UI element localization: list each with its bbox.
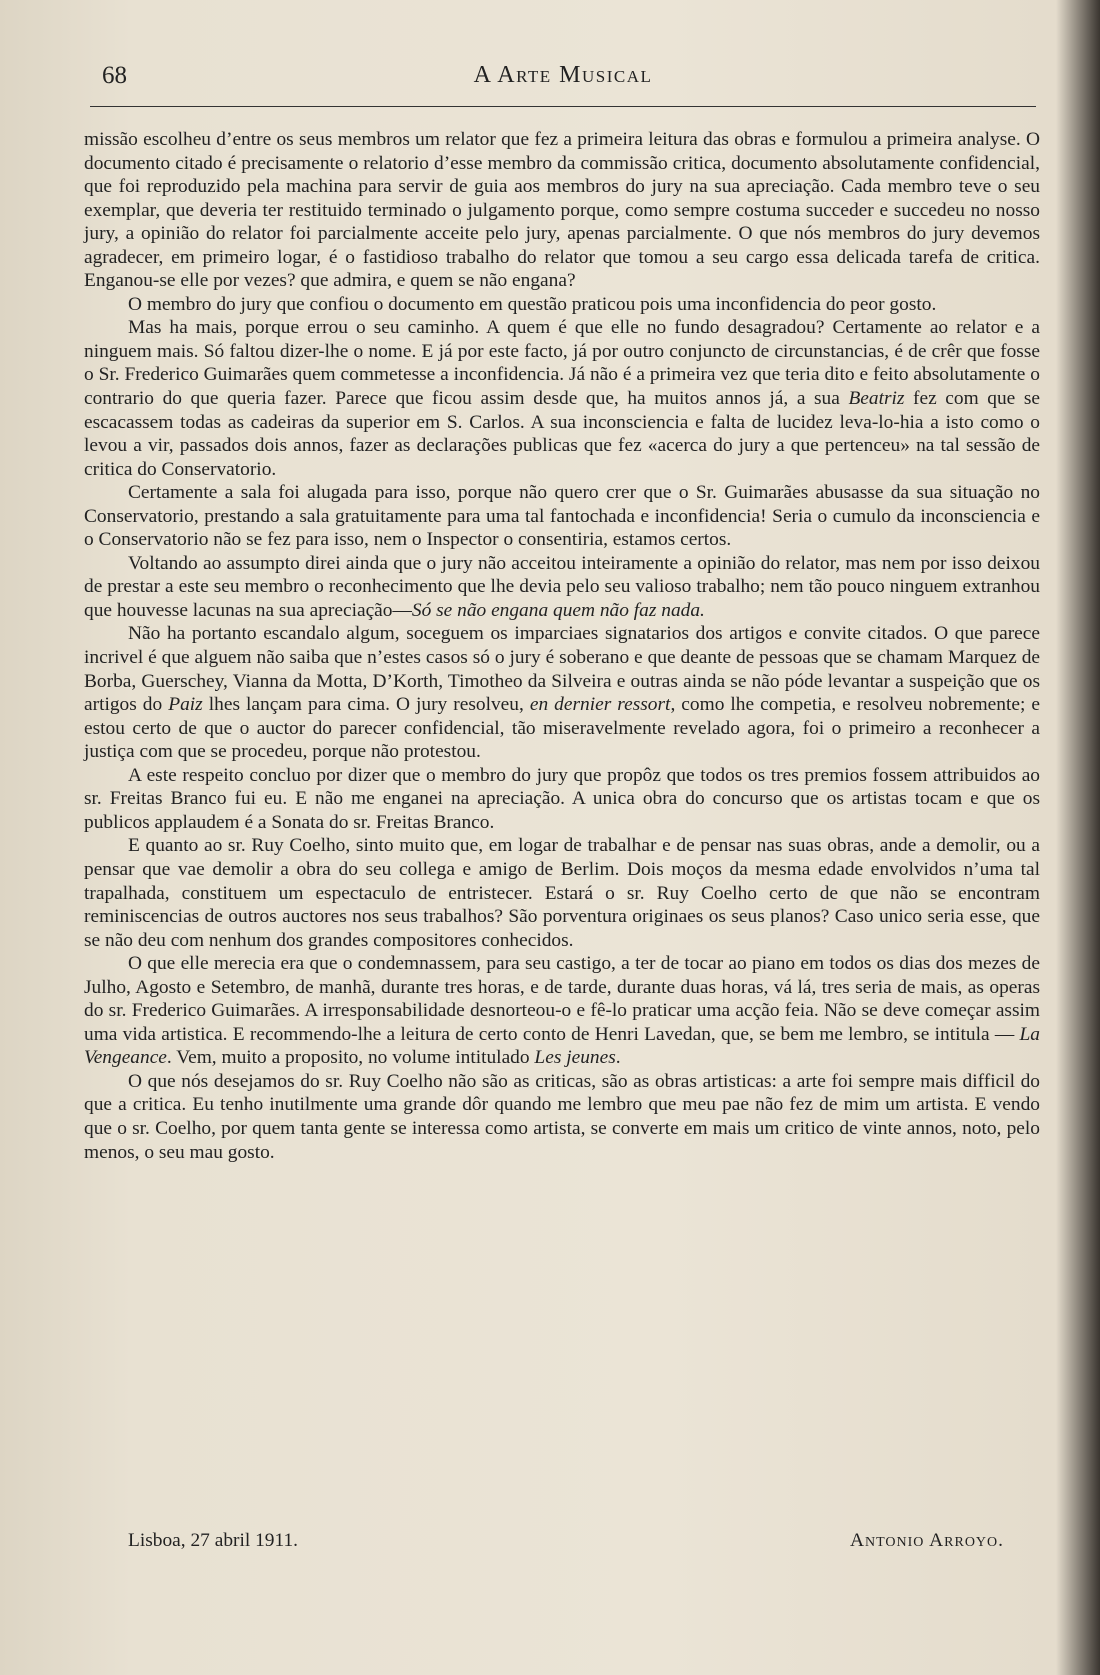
paragraph: O membro do jury que confiou o documento em questão praticou pois uma inconfidencia do peor gosto. — [128, 293, 937, 315]
paragraph: E quanto ao sr. Ruy Coelho, sinto muito que, em logar de trabalhar e de pensar nas suas obras, ande a demolir, ou a pensar que vae demolir a obra do seu collega e amigo de Berlim. Dois moços da mesma edade envolvidos n’uma tal trapalhada, constituem um espectaculo de entristecer. Estará o sr. Ruy Coelho certo de que não se encontram reminiscencias de outros auctores nos seus trabalhos? São porventura originaes os seus planos? Caso unico seria esse, que se não deu com nenhum dos grandes compositores conhecidos. — [84, 835, 1040, 951]
italic-phrase: Só se não engana quem não faz nada. — [411, 599, 705, 621]
italic-title: Beatriz — [848, 388, 905, 410]
paragraph: Voltando ao assumpto direi ainda que o jury não acceitou inteiramente a opinião do relator, mas nem por isso deixou de prestar a este seu membro o reconhecimento que lhe devia pelo seu valioso trabalho; nem tão pouco ninguem extranhou que houvesse lacunas na sua apreciação—Só se não engana quem não faz nada. — [84, 552, 1040, 621]
header-rule — [90, 106, 1036, 107]
paragraph: Não ha portanto escandalo algum, soceguem os imparciaes signatarios dos artigos e convite citados. O que parece incrivel é que alguem não saiba que n’estes casos só o jury é soberano e que deante de pessoas que se chamam Marquez de Borba, Guerschey, Vianna da Motta, D’Korth, Timotheo da Silveira e outras ainda se não póde levantar a suspeição que os artigos do Paiz lhes lançam para cima. O jury resolveu, en dernier ressort, como lhe competia, e resolveu nobremente; e estou certo de que o auctor do parecer confidencial, tão miseravelmente revelado agora, foi o primeiro a reconhecer a justiça com que se procedeu, porque não protestou. — [84, 623, 1040, 763]
signature-line — [84, 1530, 1004, 1558]
page-header — [90, 58, 1036, 98]
article-body — [84, 128, 1040, 1164]
italic-title: Les jeunes — [534, 1047, 616, 1069]
paragraph: O que nós desejamos do sr. Ruy Coelho não são as criticas, são as obras artisticas: a arte foi sempre mais difficil do que a critica. Eu tenho inutilmente uma grande dôr quando me lembro que meu pae não fez de mim um artista. E vendo que o sr. Coelho, por quem tanta gente se interessa como artista, se converte em mais um critico de vinte annos, noto, pelo menos, o seu mau gosto. — [84, 1070, 1040, 1163]
italic-title: La Vengeance — [84, 1023, 1040, 1069]
italic-phrase: en dernier ressort — [529, 694, 671, 716]
paragraph: missão escolheu d’entre os seus membros um relator que fez a primeira leitura das obras e formulou a primeira analyse. O documento citado é precisamente o relatorio d’esse membro da commissão critica, documento absolutamente confidencial, que foi reproduzido pela machina para servir de guia aos membros do jury na sua apreciação. Cada membro teve o seu exemplar, que deveria ter restituido terminado o julgamento porque, como sempre costuma succeder e succedeu no nosso jury, a opinião do relator foi parcialmente acceite pelo jury, apenas parcialmente. O que nós membros do jury devemos agradecer, em primeiro logar, é o fastidioso trabalho do relator que tomou a seu cargo essa delicada tarefa de critica. Enganou-se elle por vezes? que admira, e quem se não engana? — [84, 129, 1040, 292]
paragraph: A este respeito concluo por dizer que o membro do jury que propôz que todos os tres premios fossem attribuidos ao sr. Freitas Branco fui eu. E não me enganei na apreciação. A unica obra do concurso que os artistas tocam e que os publicos applaudem é a Sonata do sr. Freitas Branco. — [84, 764, 1040, 833]
page-number: 68 — [102, 62, 127, 89]
italic-title: Paiz — [168, 694, 203, 716]
running-title: A Arte Musical — [473, 62, 653, 88]
place-date: Lisboa, 27 abril 1911. — [128, 1530, 298, 1551]
paragraph: O que elle merecia era que o condemnassem, para seu castigo, a ter de tocar ao piano em todos os dias dos mezes de Julho, Agosto e Setembro, de manhã, durante tres horas, e de tarde, durante duas horas, vá lá, tres seria de mais, as operas do sr. Frederico Guimarães. A irresponsabilidade desnorteou-o e fê-lo praticar uma acção feia. Não se deve começar assim uma vida artistica. E recommendo-lhe a leitura de certo conto de Henri Lavedan, que, se bem me lembro, se intitula — La Vengeance. Vem, muito a proposito, no volume intitulado Les jeunes. — [84, 953, 1040, 1069]
paragraph: Certamente a sala foi alugada para isso, porque não quero crer que o Sr. Guimarães abusasse da sua situação no Conservatorio, prestando a sala gratuitamente para uma tal fantochada e inconfidencia! Seria o cumulo da inconsciencia e o Conservatorio não se fez para isso, nem o Inspector o consentiria, estamos certos. — [84, 482, 1040, 551]
author-signature: Antonio Arroyo. — [849, 1530, 1004, 1551]
paragraph: Mas ha mais, porque errou o seu caminho. A quem é que elle no fundo desagradou? Certamente ao relator e a ninguem mais. Só faltou dizer-lhe o nome. E já por este facto, já por outro conjuncto de circunstancias, é de crêr que fosse o Sr. Frederico Guimarães quem commetesse a inconfidencia. Já não é a primeira vez que teria dito e feito absolutamente o contrario do que queria fazer. Parece que ficou assim desde que, ha muitos annos já, a sua Beatriz fez com que se escacassem todas as cadeiras da superior em S. Carlos. A sua inconsciencia e falta de lucidez leva-lo-hia a isto como o levou a vir, passados dois annos, fazer as declarações publicas que fez «acerca do jury a que pertenceu» na tal sessão de critica do Conservatorio. — [84, 317, 1040, 480]
